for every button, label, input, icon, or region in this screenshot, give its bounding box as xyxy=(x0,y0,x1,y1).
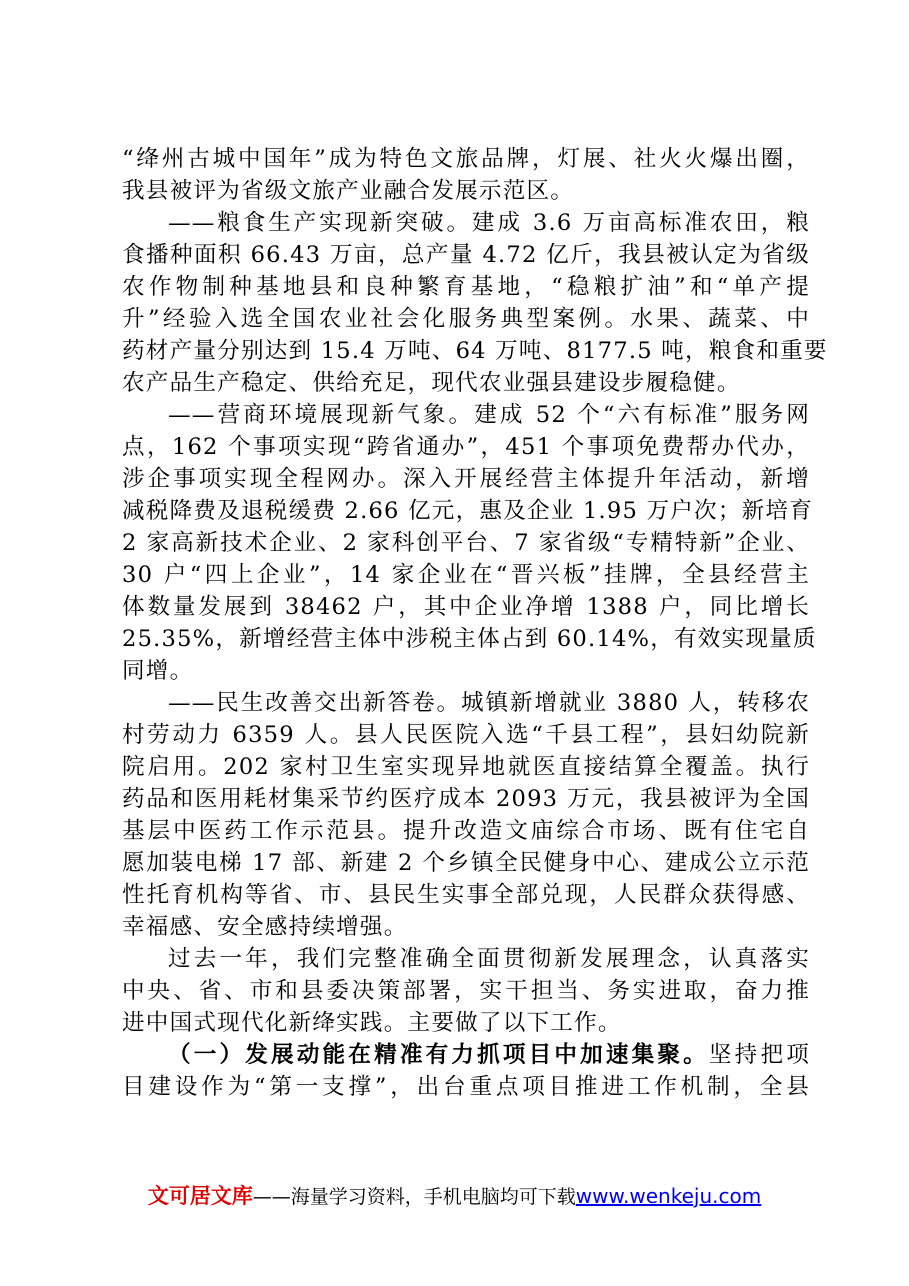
footer-slogan: ——海量学习资料，手机电脑均可下载 xyxy=(252,1186,576,1208)
paragraph-continuation xyxy=(122,143,810,207)
text-line: 基层中医药工作示范县。提升改造文庙综合市场、既有住宅自 xyxy=(122,818,810,844)
text-line: 药材产量分别达到 15.4 万吨、64 万吨、8177.5 吨，粮食和重要 xyxy=(122,338,828,364)
section-heading-rest: 坚持把项 xyxy=(708,1042,810,1068)
paragraph-grain-production xyxy=(122,207,828,399)
paragraph-summary xyxy=(122,943,810,1039)
text-line: 药品和医用耗材集采节约医疗成本 2093 万元，我县被评为全国 xyxy=(122,786,810,812)
text-line xyxy=(122,1039,810,1071)
text-line: 升”经验入选全国农业社会化服务典型案例。水果、蔬菜、中 xyxy=(122,306,810,332)
text-line: 性托育机构等省、市、县民生实事全部兑现，人民群众获得感、 xyxy=(122,882,810,908)
text-line: 2 家高新技术企业、2 家科创平台、7 家省级“专精特新”企业、 xyxy=(122,530,810,556)
text-line: ——粮食生产实现新突破。建成 3.6 万亩高标准农田，粮 xyxy=(168,210,810,236)
text-line: ——民生改善交出新答卷。城镇新增就业 3880 人，转移农 xyxy=(168,690,810,716)
text-line: 农产品生产稳定、供给充足，现代农业强县建设步履稳健。 xyxy=(122,370,741,396)
text-line: 同增。 xyxy=(122,658,194,684)
text-line: 我县被评为省级文旅产业融合发展示范区。 xyxy=(122,178,575,204)
text-line: 点，162 个事项实现“跨省通办”，451 个事项免费帮办代办， xyxy=(122,434,810,460)
section-heading: （一）发展动能在精准有力抓项目中加速集聚。 xyxy=(168,1042,709,1068)
text-line: 幸福感、安全感持续增强。 xyxy=(122,914,408,940)
paragraph-livelihood xyxy=(122,687,810,943)
text-line: 院启用。202 家村卫生室实现异地就医直接结算全覆盖。执行 xyxy=(122,754,810,780)
text-line: 进中国式现代化新绛实践。主要做了以下工作。 xyxy=(122,1010,622,1036)
text-line: 30 户“四上企业”，14 家企业在“晋兴板”挂牌，全县经营主 xyxy=(122,562,810,588)
brand-name: 文可居文库 xyxy=(147,1184,253,1208)
document-body xyxy=(122,143,828,1103)
text-line: 中央、省、市和县委决策部署，实干担当、务实进取，奋力推 xyxy=(122,978,810,1004)
text-line: 食播种面积 66.43 万亩，总产量 4.72 亿斤，我县被认定为省级 xyxy=(122,242,810,268)
text-line: 体数量发展到 38462 户，其中企业净增 1388 户，同比增长 xyxy=(122,594,810,620)
footer-banner xyxy=(0,1180,909,1210)
text-line: 涉企事项实现全程网办。深入开展经营主体提升年活动，新增 xyxy=(122,466,810,492)
text-line: 村劳动力 6359 人。县人民医院入选“千县工程”，县妇幼院新 xyxy=(122,722,810,748)
text-line: ——营商环境展现新气象。建成 52 个“六有标准”服务网 xyxy=(168,402,810,428)
text-line: 农作物制种基地县和良种繁育基地，“稳粮扩油”和“单产提 xyxy=(122,274,810,300)
text-line: 愿加装电梯 17 部、新建 2 个乡镇全民健身中心、建成公立示范 xyxy=(122,850,810,876)
text-line: 减税降费及退税缓费 2.66 亿元，惠及企业 1.95 万户次；新培育 xyxy=(122,498,813,524)
text-line: 25.35%，新增经营主体中涉税主体占到 60.14%，有效实现量质 xyxy=(122,626,817,652)
text-line: 过去一年，我们完整准确全面贯彻新发展理念，认真落实 xyxy=(168,946,810,972)
paragraph-section-one xyxy=(122,1039,810,1103)
text-line: 目建设作为“第一支撑”，出台重点项目推进工作机制，全县 xyxy=(122,1074,810,1100)
site-link[interactable]: www.wenkeju.com xyxy=(575,1184,762,1208)
paragraph-business-environment xyxy=(122,399,817,687)
text-line: “绛州古城中国年”成为特色文旅品牌，灯展、社火火爆出圈， xyxy=(122,146,810,172)
